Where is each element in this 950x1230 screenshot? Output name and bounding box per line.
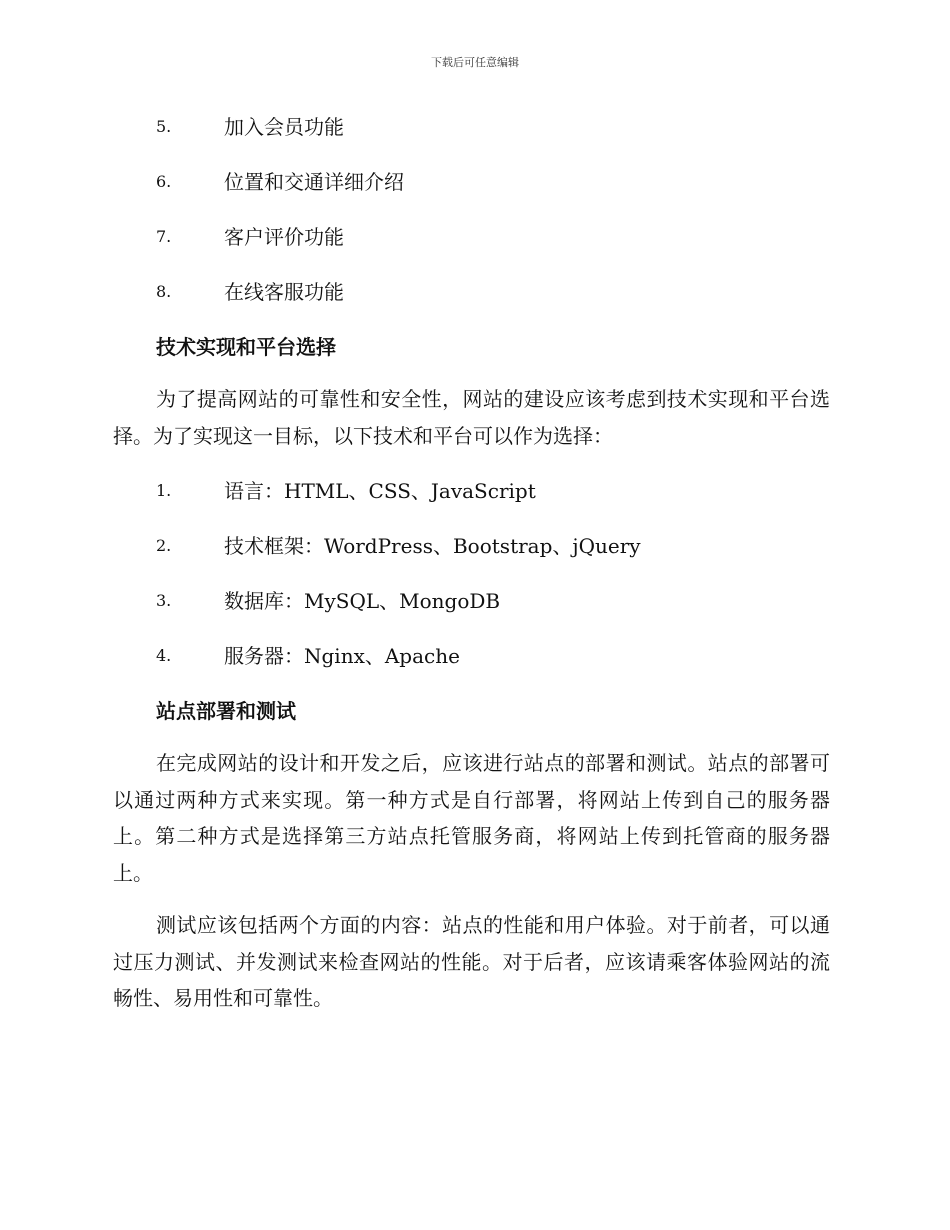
list-item [113,216,830,271]
list-item-text: 数据库：MySQL、MongoDB [224,589,501,613]
section-heading-deploy: 站点部署和测试 [156,699,296,723]
list-item-number: 8. [156,282,172,301]
list-item-number: 7. [156,227,172,246]
list-item-number: 4. [156,646,172,665]
list-item [113,635,830,690]
testing-paragraph: 测试应该包括两个方面的内容：站点的性能和用户体验。对于前者，可以通过压力测试、并发测试来检查网站的性能。对于后者，应该请乘客体验网站的流畅性、易用性和可靠性。 [113,913,830,1010]
list-item [113,525,830,580]
list-item-number: 1. [156,481,172,500]
list-item-number: 6. [156,172,172,191]
feature-list [113,106,830,326]
list-item [113,106,830,161]
list-item [113,161,830,216]
list-item-text: 客户评价功能 [224,225,344,249]
tech-list [113,470,830,690]
list-item-text: 语言：HTML、CSS、JavaScript [224,479,536,503]
list-item-text: 加入会员功能 [224,115,344,139]
list-item [113,580,830,635]
page-header: 下载后可任意编辑 [431,56,519,69]
document-body [113,106,830,1017]
list-item-text: 服务器：Nginx、Apache [224,644,460,668]
list-item-text: 位置和交通详细介绍 [224,170,404,194]
list-item [113,470,830,525]
section-heading-tech: 技术实现和平台选择 [156,335,336,359]
list-item-number: 3. [156,591,172,610]
list-item [113,271,830,326]
tech-paragraph: 为了提高网站的可靠性和安全性，网站的建设应该考虑到技术实现和平台选择。为了实现这一目标，以下技术和平台可以作为选择： [113,387,830,448]
list-item-text: 在线客服功能 [224,280,344,304]
paragraph-spacer [113,891,830,907]
deploy-paragraph: 在完成网站的设计和开发之后，应该进行站点的部署和测试。站点的部署可以通过两种方式来实现。第一种方式是自行部署，将网站上传到自己的服务器上。第二种方式是选择第三方站点托管服务商，将网站上传到托管商的服务器上。 [113,751,830,885]
paragraph-spacer [113,454,830,470]
list-item-number: 2. [156,536,172,555]
list-item-number: 5. [156,117,172,136]
list-item-text: 技术框架：WordPress、Bootstrap、jQuery [224,534,641,558]
